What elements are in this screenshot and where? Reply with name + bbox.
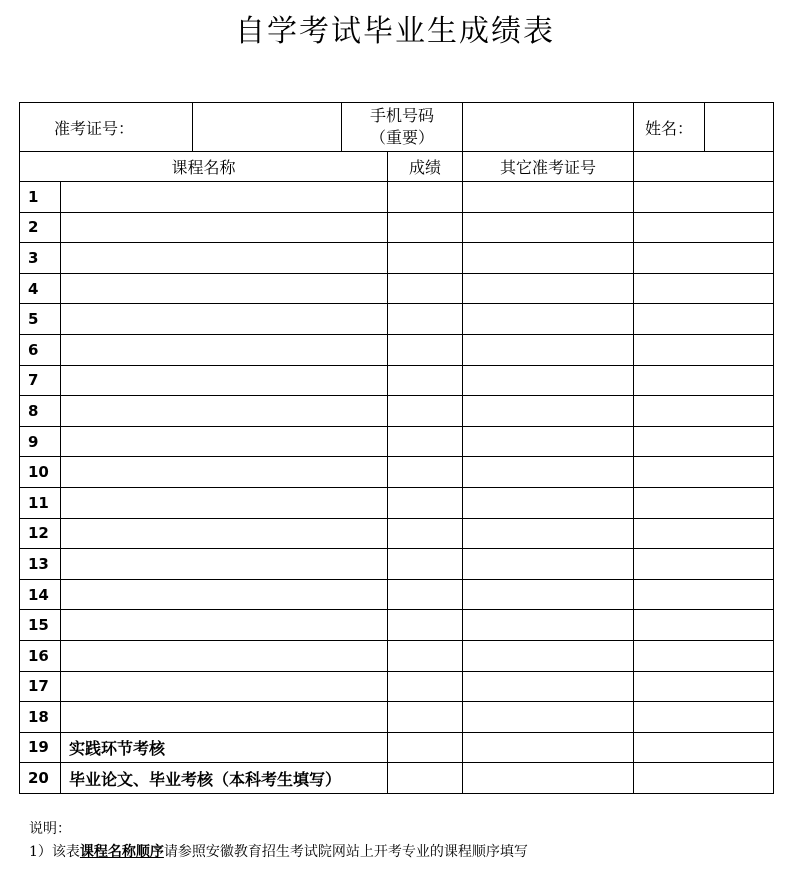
score-cell[interactable] — [388, 610, 463, 641]
exam-id-field[interactable] — [193, 103, 342, 152]
extra-cell[interactable] — [634, 365, 774, 396]
score-cell[interactable] — [388, 273, 463, 304]
other-id-cell[interactable] — [463, 610, 634, 641]
row-number: 1 — [20, 182, 61, 213]
extra-cell[interactable] — [634, 732, 774, 763]
table-row — [20, 702, 774, 733]
extra-cell[interactable] — [634, 518, 774, 549]
course-name-cell[interactable] — [61, 549, 388, 580]
row-number: 15 — [20, 610, 61, 641]
other-id-cell[interactable] — [463, 518, 634, 549]
other-id-cell[interactable] — [463, 334, 634, 365]
score-cell[interactable] — [388, 243, 463, 274]
extra-cell[interactable] — [634, 273, 774, 304]
row-number: 16 — [20, 640, 61, 671]
table-row — [20, 396, 774, 427]
course-name-cell[interactable] — [61, 212, 388, 243]
row-number: 4 — [20, 273, 61, 304]
other-id-cell[interactable] — [463, 243, 634, 274]
extra-cell[interactable] — [634, 671, 774, 702]
extra-cell[interactable] — [634, 212, 774, 243]
table-row — [20, 732, 774, 763]
other-id-cell[interactable] — [463, 426, 634, 457]
table-row — [20, 487, 774, 518]
course-name-cell[interactable] — [61, 518, 388, 549]
row-number: 12 — [20, 518, 61, 549]
phone-label-line1: 手机号码 — [370, 106, 435, 125]
row-number: 6 — [20, 334, 61, 365]
other-id-cell[interactable] — [463, 212, 634, 243]
course-name-cell[interactable] — [61, 640, 388, 671]
extra-cell[interactable] — [634, 396, 774, 427]
course-name-cell: 毕业论文、毕业考核（本科考生填写） — [61, 763, 388, 794]
table-row — [20, 334, 774, 365]
other-id-header: 其它准考证号 — [463, 152, 634, 182]
course-name-cell[interactable] — [61, 487, 388, 518]
score-cell[interactable] — [388, 763, 463, 794]
row-number: 19 — [20, 732, 61, 763]
score-cell[interactable] — [388, 579, 463, 610]
other-id-cell[interactable] — [463, 365, 634, 396]
other-id-cell[interactable] — [463, 640, 634, 671]
score-cell[interactable] — [388, 396, 463, 427]
score-table — [19, 102, 774, 794]
other-id-cell[interactable] — [463, 396, 634, 427]
other-id-cell[interactable] — [463, 671, 634, 702]
score-cell[interactable] — [388, 671, 463, 702]
course-name-cell[interactable] — [61, 243, 388, 274]
course-name-cell[interactable] — [61, 610, 388, 641]
course-name-cell[interactable] — [61, 671, 388, 702]
course-name-cell[interactable] — [61, 273, 388, 304]
row-number: 17 — [20, 671, 61, 702]
extra-cell[interactable] — [634, 243, 774, 274]
table-row — [20, 671, 774, 702]
course-name-cell[interactable] — [61, 304, 388, 335]
extra-cell[interactable] — [634, 304, 774, 335]
row-number: 20 — [20, 763, 61, 794]
table-row — [20, 610, 774, 641]
table-row — [20, 182, 774, 213]
score-cell[interactable] — [388, 334, 463, 365]
table-row — [20, 640, 774, 671]
extra-cell[interactable] — [634, 426, 774, 457]
extra-cell[interactable] — [634, 579, 774, 610]
table-row — [20, 212, 774, 243]
row-number: 14 — [20, 579, 61, 610]
extra-cell[interactable] — [634, 702, 774, 733]
other-id-cell[interactable] — [463, 487, 634, 518]
extra-cell[interactable] — [634, 334, 774, 365]
notes-line-1-prefix: 1）该表 — [29, 844, 80, 860]
other-id-cell[interactable] — [463, 273, 634, 304]
score-cell[interactable] — [388, 426, 463, 457]
table-row — [20, 549, 774, 580]
exam-id-label: 准考证号： — [20, 103, 193, 152]
notes-line-1-suffix: 请参照安徽教育招生考试院网站上开考专业的课程顺序填写 — [163, 844, 528, 860]
phone-field[interactable] — [463, 103, 634, 152]
table-row — [20, 457, 774, 488]
table-row — [20, 243, 774, 274]
extra-cell[interactable] — [634, 457, 774, 488]
score-cell[interactable] — [388, 212, 463, 243]
other-id-cell[interactable] — [463, 457, 634, 488]
score-header: 成绩 — [388, 152, 463, 182]
other-id-cell[interactable] — [463, 549, 634, 580]
phone-label — [342, 103, 463, 152]
extra-header-cell — [634, 152, 774, 182]
course-name-cell[interactable] — [61, 702, 388, 733]
course-name-cell: 实践环节考核 — [61, 732, 388, 763]
extra-cell[interactable] — [634, 763, 774, 794]
other-id-cell[interactable] — [463, 304, 634, 335]
table-row — [20, 273, 774, 304]
other-id-cell[interactable] — [463, 182, 634, 213]
notes-line-1-emphasis: 课程名称顺序 — [79, 844, 164, 860]
score-cell[interactable] — [388, 365, 463, 396]
course-name-cell[interactable] — [61, 457, 388, 488]
table-row — [20, 518, 774, 549]
name-label-text: 姓名： — [634, 103, 705, 151]
course-name-cell[interactable] — [61, 426, 388, 457]
extra-cell[interactable] — [634, 549, 774, 580]
extra-cell[interactable] — [634, 487, 774, 518]
notes-heading: 说明： — [29, 821, 71, 837]
score-cell[interactable] — [388, 518, 463, 549]
other-id-cell[interactable] — [463, 763, 634, 794]
name-field[interactable] — [705, 103, 773, 151]
score-cell[interactable] — [388, 702, 463, 733]
page-title: 自学考试毕业生成绩表 — [235, 14, 555, 49]
score-cell[interactable] — [388, 549, 463, 580]
extra-cell[interactable] — [634, 640, 774, 671]
score-cell[interactable] — [388, 182, 463, 213]
course-name-cell[interactable] — [61, 579, 388, 610]
course-name-cell[interactable] — [61, 365, 388, 396]
score-cell[interactable] — [388, 640, 463, 671]
course-header: 课程名称 — [20, 152, 388, 182]
extra-cell[interactable] — [634, 182, 774, 213]
other-id-cell[interactable] — [463, 732, 634, 763]
notes-line-1 — [29, 841, 769, 864]
row-number: 2 — [20, 212, 61, 243]
name-label — [634, 103, 774, 152]
course-name-cell[interactable] — [61, 334, 388, 365]
table-row — [20, 426, 774, 457]
table-row — [20, 579, 774, 610]
table-row — [20, 763, 774, 794]
extra-cell[interactable] — [634, 610, 774, 641]
row-number: 10 — [20, 457, 61, 488]
table-row — [20, 304, 774, 335]
score-cell[interactable] — [388, 732, 463, 763]
score-cell[interactable] — [388, 304, 463, 335]
course-name-cell[interactable] — [61, 396, 388, 427]
row-number: 7 — [20, 365, 61, 396]
row-number: 8 — [20, 396, 61, 427]
score-cell[interactable] — [388, 457, 463, 488]
row-number: 11 — [20, 487, 61, 518]
phone-label-line2: （重要） — [370, 128, 435, 147]
score-cell[interactable] — [388, 487, 463, 518]
table-row — [20, 365, 774, 396]
other-id-cell[interactable] — [463, 702, 634, 733]
row-number: 3 — [20, 243, 61, 274]
other-id-cell[interactable] — [463, 579, 634, 610]
row-number: 9 — [20, 426, 61, 457]
row-number: 5 — [20, 304, 61, 335]
notes — [29, 818, 769, 864]
course-name-cell[interactable] — [61, 182, 388, 213]
row-number: 18 — [20, 702, 61, 733]
row-number: 13 — [20, 549, 61, 580]
